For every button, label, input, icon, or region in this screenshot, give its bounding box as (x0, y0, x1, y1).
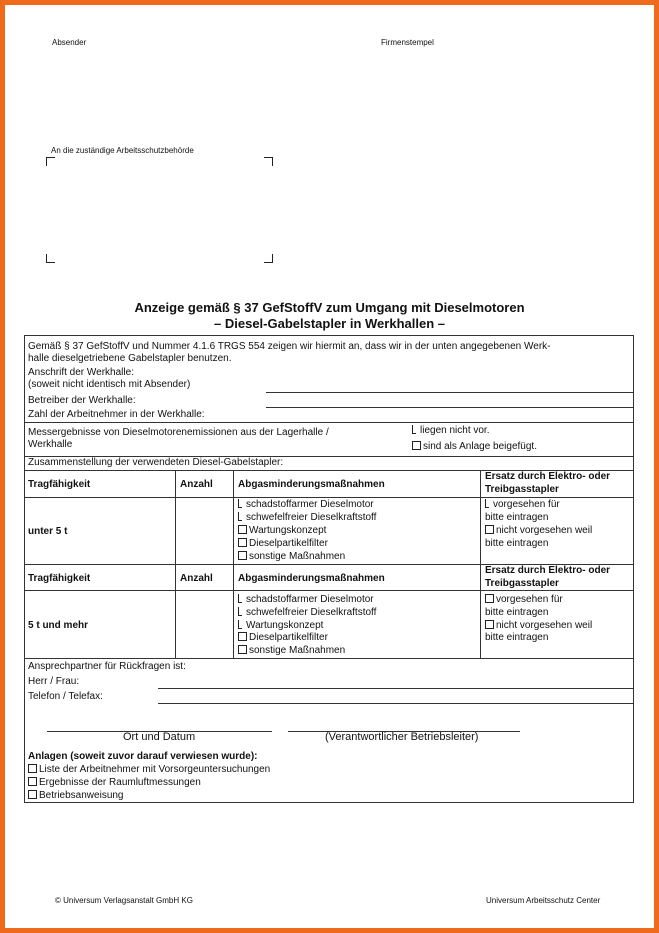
checkbox[interactable] (28, 790, 37, 799)
table-row1-capacity: unter 5 t (28, 526, 68, 537)
option-attached-label: sind als Anlage beigefügt. (423, 441, 537, 452)
table-header-measures: Abgasminderungsmaßnahmen (238, 479, 385, 490)
checkbox[interactable] (238, 512, 242, 521)
option-attached[interactable] (412, 441, 537, 452)
checkbox[interactable] (238, 551, 247, 560)
attachment-item-3[interactable] (28, 790, 124, 801)
checkbox-not-available[interactable] (412, 425, 416, 434)
replacement-label: vorgesehen für (493, 499, 560, 510)
option-not-available-label: liegen nicht vor. (420, 425, 490, 436)
checkbox[interactable] (485, 525, 494, 534)
checkbox[interactable] (28, 777, 37, 786)
contact-label: Ansprechpartner für Rückfragen ist: (28, 661, 186, 672)
checkbox[interactable] (238, 632, 247, 641)
compilation-label: Zusammenstellung der verwendeten Diesel-Gabelstapler: (28, 457, 284, 468)
intro-line1: Gemäß § 37 GefStoffV und Nummer 4.1.6 TRGS 554 zeigen wir hiermit an, dass wir in der unten angegebenen Werk- (28, 341, 551, 352)
checkbox[interactable] (238, 594, 242, 603)
employees-field-label: Zahl der Arbeitnehmer in der Werkhalle: (28, 409, 205, 420)
measure-label: schwefelfreier Dieselkraftstoff (246, 512, 377, 523)
checkbox-attached[interactable] (412, 441, 421, 450)
address-field-line[interactable] (266, 392, 634, 393)
table-header-replacement-1: Ersatz durch Elektro- oder (485, 471, 611, 482)
measure-label: schadstoffarmer Dieselmotor (246, 499, 374, 510)
checkbox[interactable] (28, 764, 37, 773)
address-corner-bottom-right (264, 254, 273, 263)
address-corner-top-left (46, 157, 55, 166)
replacement-label: nicht vorgesehen weil (496, 620, 593, 631)
measure-label: Wartungskonzept (246, 620, 324, 631)
checkbox[interactable] (485, 594, 494, 603)
measure-label: schadstoffarmer Dieselmotor (246, 594, 374, 605)
measure-label: Dieselpartikelfilter (249, 538, 328, 549)
row2-replacement-enter-1: bitte eintragen (485, 607, 549, 618)
row2-replacement-not-planned[interactable] (485, 620, 592, 631)
responsible-label: (Verantwortlicher Betriebsleiter) (325, 731, 479, 743)
row2-measure-4[interactable] (238, 632, 328, 643)
table-col-divider-2 (233, 470, 234, 658)
table-header2-replacement-2: Treibgasstapler (485, 578, 559, 589)
checkbox[interactable] (238, 645, 247, 654)
contact-name-label: Herr / Frau: (28, 676, 80, 687)
address-field-note: (soweit nicht identisch mit Absender) (28, 379, 191, 390)
table-col-divider-3 (480, 470, 481, 658)
table-header-capacity: Tragfähigkeit (28, 479, 91, 490)
footer-center: Universum Arbeitsschutz Center (486, 896, 601, 905)
checkbox[interactable] (238, 525, 247, 534)
address-corner-top-right (264, 157, 273, 166)
measurements-label-1: Messergebnisse von Dieselmotorenemissionen aus der Lagerhalle / (28, 427, 329, 438)
option-not-available[interactable] (412, 425, 490, 436)
place-date-label: Ort und Datum (123, 731, 196, 743)
attachments-label: Anlagen (soweit zuvor darauf verwiesen wurde): (28, 751, 258, 762)
address-corner-bottom-left (46, 254, 55, 263)
stamp-label: Firmenstempel (381, 38, 434, 47)
row1-replacement-planned[interactable] (485, 499, 560, 510)
row1-measure-4[interactable] (238, 538, 328, 549)
table-bottom-line (24, 658, 634, 659)
row1-replacement-not-planned[interactable] (485, 525, 592, 536)
sender-label: Absender (52, 38, 87, 47)
table-header2-replacement-1: Ersatz durch Elektro- oder (485, 565, 611, 576)
measure-label: schwefelfreier Dieselkraftstoff (246, 607, 377, 618)
table-row2-capacity: 5 t und mehr (28, 620, 89, 631)
operator-field-line[interactable] (266, 407, 634, 408)
measure-label: Dieselpartikelfilter (249, 632, 328, 643)
row2-measure-3[interactable] (238, 620, 323, 631)
row2-measure-1[interactable] (238, 594, 374, 605)
measure-label: sonstige Maßnahmen (249, 645, 346, 656)
row1-measure-3[interactable] (238, 525, 326, 536)
attachment-label: Ergebnisse der Raumluftmessungen (39, 777, 201, 788)
employees-field-line[interactable] (24, 422, 634, 423)
attachment-label: Betriebsanweisung (39, 790, 124, 801)
table-header-replacement-2: Treibgasstapler (485, 484, 559, 495)
measure-label: sonstige Maßnahmen (249, 551, 346, 562)
checkbox[interactable] (485, 499, 489, 508)
table-header2-line (24, 590, 634, 591)
row1-measure-5[interactable] (238, 551, 345, 562)
attachment-item-1[interactable] (28, 764, 270, 775)
row2-replacement-planned[interactable] (485, 594, 563, 605)
address-field-label: Anschrift der Werkhalle: (28, 367, 134, 378)
row1-replacement-enter-1: bitte eintragen (485, 512, 549, 523)
form-title-line2: – Diesel-Gabelstapler in Werkhallen – (214, 316, 445, 331)
measurements-label-2: Werkhalle (28, 439, 73, 450)
contact-name-line[interactable] (158, 688, 634, 689)
operator-field-label: Betreiber der Werkhalle: (28, 395, 136, 406)
row1-measure-1[interactable] (238, 499, 374, 510)
row2-measure-5[interactable] (238, 645, 345, 656)
replacement-label: vorgesehen für (496, 594, 563, 605)
form-title-line1: Anzeige gemäß § 37 GefStoffV zum Umgang mit Dieselmotoren (134, 300, 525, 315)
measure-label: Wartungskonzept (249, 525, 327, 536)
table-header1-line (24, 497, 634, 498)
table-col-divider-1 (175, 470, 176, 658)
attachment-label: Liste der Arbeitnehmer mit Vorsorgeuntersuchungen (39, 764, 271, 775)
row1-measure-2[interactable] (238, 512, 376, 523)
row1-replacement-enter-2: bitte eintragen (485, 538, 549, 549)
checkbox[interactable] (238, 538, 247, 547)
checkbox[interactable] (238, 499, 242, 508)
contact-phone-line[interactable] (158, 703, 634, 704)
authority-label: An die zuständige Arbeitsschutzbehörde (51, 146, 194, 155)
table-header2-count: Anzahl (180, 573, 213, 584)
table-header2-capacity: Tragfähigkeit (28, 573, 91, 584)
table-header-count: Anzahl (180, 479, 213, 490)
checkbox[interactable] (238, 607, 242, 616)
row2-measure-2[interactable] (238, 607, 376, 618)
contact-phone-label: Telefon / Telefax: (28, 691, 103, 702)
attachment-item-2[interactable] (28, 777, 201, 788)
footer-publisher: © Universum Verlagsanstalt GmbH KG (55, 896, 193, 905)
table-header2-measures: Abgasminderungsmaßnahmen (238, 573, 385, 584)
intro-line2: halle dieselgetriebene Gabelstapler benutzen. (28, 353, 232, 364)
replacement-label: nicht vorgesehen weil (496, 525, 593, 536)
checkbox[interactable] (485, 620, 494, 629)
checkbox[interactable] (238, 620, 242, 629)
row2-replacement-enter-2: bitte eintragen (485, 632, 549, 643)
